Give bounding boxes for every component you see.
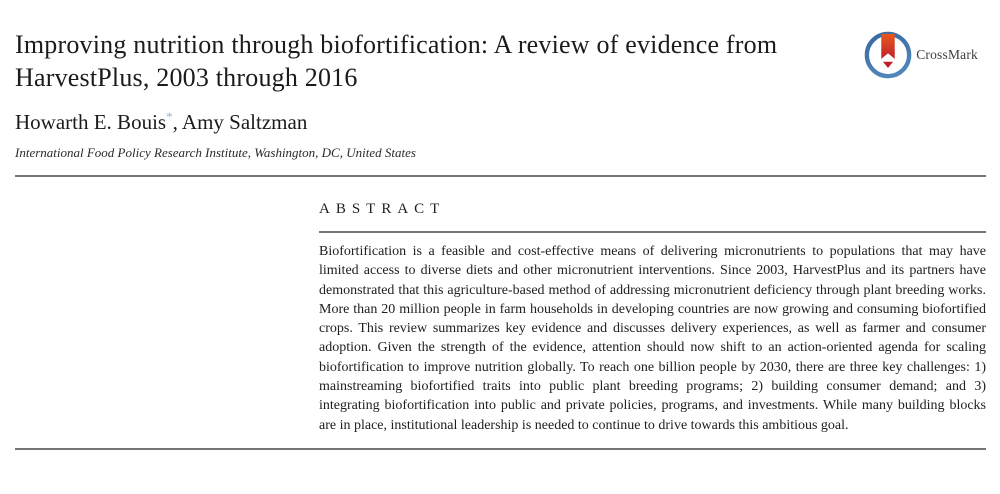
crossmark-label: CrossMark xyxy=(916,47,978,62)
paper-title: Improving nutrition through biofortification: A review of evidence from HarvestPlus, 2003 through 2016 xyxy=(15,30,778,92)
abstract-section xyxy=(319,177,986,435)
left-column-spacer xyxy=(15,177,319,435)
abstract-text: Biofortification is a feasible and cost-effective means of delivering micronutrients to populations that may have limited access to diverse diets and other micronutrient interventions. Since 2003, HarvestPlus and its partners have demonstrated that this agriculture-based method of addressing micronutrient deficiency through plant breeding works. More than 20 million people in farm households in developing countries are now growing and consuming biofortified crops. This review summarizes key evidence and discusses delivery experiences, as well as farmer and consumer adoption. Given the strength of the evidence, attention should now shift to an action-oriented agenda for scaling biofortification to improve nutrition globally. To reach one billion people by 2030, there are three key challenges: 1) mainstreaming biofortified traits into public plant breeding programs; 2) building consumer demand; and 3) integrating biofortification into public and private policies, programs, and investments. While many building blocks are in place, institutional leadership is needed to continue to drive towards this ambitious goal. xyxy=(319,244,986,433)
crossmark-icon xyxy=(864,31,912,79)
corresponding-author-asterisk[interactable]: * xyxy=(166,109,173,124)
abstract-heading: ABSTRACT xyxy=(319,201,446,217)
author-line xyxy=(15,109,986,135)
footer-divider xyxy=(15,448,986,450)
author-name-1: Howarth E. Bouis xyxy=(15,110,167,134)
abstract-divider xyxy=(319,231,986,233)
author-name-2: , Amy Saltzman xyxy=(172,110,308,134)
content-area xyxy=(15,177,986,435)
crossmark-badge[interactable] xyxy=(864,31,978,79)
affiliation-line: International Food Policy Research Institute, Washington, DC, United States xyxy=(15,145,416,160)
